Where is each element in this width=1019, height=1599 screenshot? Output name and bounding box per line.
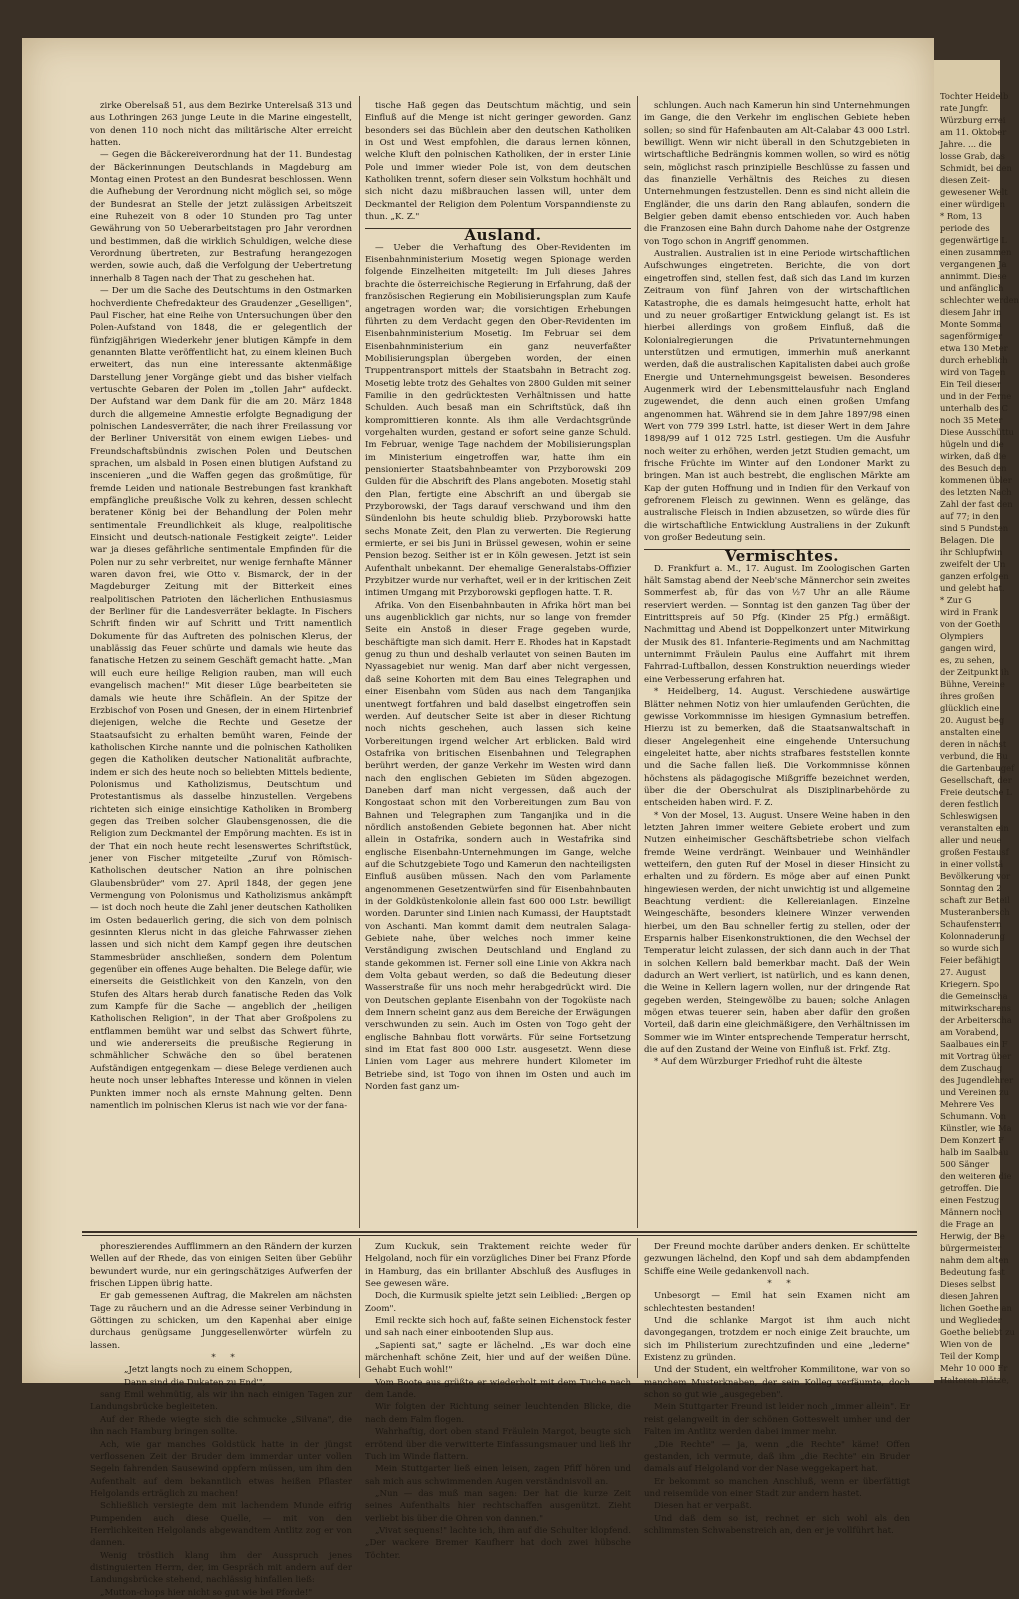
bleed-line: Mehr 10 000 Fr <box>940 1363 1008 1373</box>
bleed-line: gegenwärtige L <box>940 235 1007 245</box>
bleed-line: schaft zur Beteil <box>940 895 1010 905</box>
bleed-line: deren in nächst <box>940 739 1007 749</box>
bleed-line: unterhalb des C <box>940 403 1008 413</box>
bleed-line: Monte Somma <box>940 319 1002 329</box>
paragraph: Emil reckte sich hoch auf, faßte seinen Eichenstock fester und sah nach einer einbootenden Slup aus. <box>365 1316 631 1339</box>
top-column-3 <box>644 100 910 1230</box>
bleed-line: Würzburg errei <box>940 115 1006 125</box>
feuilleton-separator <box>82 1231 917 1233</box>
paragraph: Mein Stuttgarter ließ einen leisen, zagen Pfiff hören und sah mich aus schwimmenden Augen verständnisvoll an. <box>365 1464 631 1487</box>
bleed-line: Belagen. Die <box>940 535 995 545</box>
bleed-line: Freie deutsche L <box>940 787 1012 797</box>
paragraph: „Sapienti sat," sagte er lächelnd. „Es war doch eine märchenhaft schöne Zeit, hier und auf der weißen Düne. Gehabt Euch wohl!" <box>365 1340 631 1376</box>
bleed-line: Bedeutung fast <box>940 1267 1005 1277</box>
paragraph: * * <box>767 1279 797 1290</box>
bleed-line: Feier befähigt <box>940 955 1000 965</box>
bleed-line: gewesener Welt <box>940 187 1008 197</box>
bleed-line: in einer vollstä <box>940 859 1004 869</box>
bleed-line: Tochter Heidelb <box>940 91 1009 101</box>
bleed-line: Saalbaues ein F <box>940 1039 1008 1049</box>
bleed-line: anstalten eine <box>940 727 1001 737</box>
paragraph: tische Haß gegen das Deutschtum mächtig, und sein Einfluß auf die Menge ist nicht geringer geworden. Ganz besonders sei das Büchlein aber den deutschen Katholiken in Ost und West empfohlen, die daraus lernen können, welche Kluft den polnischen Katholiken, der in erster Linie Pole und immer wieder Pole ist, von dem deutschen Katholiken trennt, sofern dieser sein Volkstum hochhält und sich nicht dazu mißbrauchen lassen will, unter dem Deckmantel der Religion dem Polentum Vorspanndienste zu thun. „K. Z." <box>365 101 631 223</box>
bleed-line: einen zusammen <box>940 247 1012 257</box>
bleed-line: losse Grab, das <box>940 151 1005 161</box>
paragraph: Dann sind die Dukaten zu End'", <box>124 1377 266 1388</box>
paragraph: Vom Boote aus grüßte er wiederholt mit dem Tuche nach dem Lande. <box>365 1377 631 1401</box>
section-heading: Ausland. <box>464 226 542 245</box>
bleed-line: diesem Jahr in <box>940 307 1002 317</box>
bleed-line: Schmidt, bei den <box>940 163 1012 173</box>
paragraph: Afrika. Von den Eisenbahnbauten in Afrika hört man bei uns augenblicklich gar nichts, nur so lange von fremder Seite ein Anstoß in dieser Frage gegeben wurde, beschäftigte man sich damit. Herr E. Rhodes hat in Kapstadt genug zu thun und deshalb verlautet von seinen Bauten im Nyassagebiet nur wenig. Man darf aber nicht vergessen, daß seine Kohorten mit dem Bau eines Telegraphen und einer Eisenbahn vom Süden aus nach dem Tanganjika unentwegt fortfahren und bald daselbst eingetroffen sein werden. Auf deutscher Seite ist aber in dieser Richtung noch nichts geschehen, auch lassen sich keine Vorbereitungen irgend welcher Art erblicken. Bald wird Ostafrika von britischen Eisenbahnen und Telegraphen berührt werden, der ganze Verkehr im Westen wird dann nach den englischen Gebieten im Süden abgezogen. Daneben darf man nicht vergessen, daß auch der Kongostaat schon mit den Vorbereitungen zum Bau von Bahnen und Telegraphen zum Tanganjika und in die nördlich anstoßenden Gebiete begonnen hat. Aber nicht allein in Ostafrika, sondern auch in Westafrika sind englische Eisenbahn-Unternehmungen im Gange, welche auf die Schutzgebiete Togo und Kamerun den nachteiligsten Einfluß ausüben müssen. Nach den vom Parlamente angenommenen Gesetzentwürfen sind für Eisenbahnbauten in der Goldküstenkolonie allein fast 600 000 Lstr. bewilligt worden. Darunter sind Linien nach Kumassi, der Hauptstadt von Aschanti. Man kommt damit dem neutralen Salaga-Gebiete nahe, über welches noch immer keine Verständigung zwischen Deutschland und England zu stande gekommen ist. Ferner soll eine Linie von Akkra nach dem Volta gebaut werden, so daß die Bedeutung dieser Wasserstraße für uns noch mehr herabgedrückt wird. Die von Deutschen geplante Eisenbahn von der Togoküste nach dem Innern scheint ganz aus dem Bereiche der Erwägungen verschwunden zu sein. Auch im Osten von Togo geht der englische Bahnbau flott vorwärts. Für seine Fortsetzung sind im Etat fast 800 000 Lstr. ausgesetzt. Wenn diese Linien vom Lager aus mehrere hundert Kilometer im Betriebe sind, ist Togo von ihnen im Osten und auch im Norden fast ganz um- <box>365 600 631 1093</box>
paragraph: Wenig tröstlich klang ihm der Ausspruch jenes distinguierten Herrn, der, im Gespräch mit andern auf der Landungsbrücke stehend, nachlässig hinfallen ließ: <box>90 1550 352 1586</box>
bleed-line: diesen Zeit- <box>940 175 990 185</box>
bleed-line: aller und neue <box>940 835 1002 845</box>
bleed-line: Schaufenstern <box>940 919 1002 929</box>
bleed-line: Künstler, wie Ma <box>940 1123 1012 1133</box>
bleed-line: mitwirkscharens <box>940 1003 1011 1013</box>
paragraph: „Jetzt langts noch zu einem Schoppen, <box>124 1365 293 1376</box>
paragraph: Unbesorgt — Emil hat sein Examen nicht am schlechtesten bestanden! <box>644 1291 910 1314</box>
paragraph: zirke Oberelsaß 51, aus dem Bezirke Unterelsaß 313 und aus Lothringen 263 junge Leute in die Marine eingestellt, von denen 110 noch nicht das militärische Alter erreicht hatten. <box>90 101 352 149</box>
paragraph: „Mutton-chops hier nicht so gut wie bei Pforde!" <box>100 1587 313 1598</box>
bleed-line: die Gemeinscha <box>940 991 1008 1001</box>
bleed-line: 500 Sänger <box>940 1159 990 1169</box>
paragraph: Und die schlanke Margot ist ihm auch nicht davongegangen, trotzdem er noch einige Zeit brauchte, um sich im Philisterium zurechtzufinden und eine „lederne" Existenz zu gründen. <box>644 1316 910 1364</box>
bleed-line: ihres großen <box>940 691 995 701</box>
bleed-line: einen Festzug <box>940 1195 1000 1205</box>
bleed-line: verbund, die Bu <box>940 751 1008 761</box>
column-rule <box>637 1238 638 1378</box>
paragraph: „Vivat sequens!" lachte ich, ihm auf die Schulter klopfend. „Der wackere Bremer Kaufherr hat doch zwei hübsche Töchter. <box>365 1525 631 1561</box>
paragraph: Er gab gemessenen Auftrag, die Makrelen am nächsten Tage zu räuchern und an die Adresse seiner Verbindung in Göttingen zu schicken, um den Kapenhai aber einige durchaus genügsame Junggesellenwörter würfeln zu lassen. <box>90 1291 352 1351</box>
bleed-line: Goethe beliebt zu <box>940 1327 1015 1337</box>
bleed-line: wird in Frank <box>940 607 998 617</box>
bleed-line: Wien von de <box>940 1339 993 1349</box>
bleed-line: einer würdigen <box>940 199 1005 209</box>
bleed-line: gangen wird, <box>940 643 996 653</box>
column-rule <box>637 96 638 1228</box>
bleed-line: die Gartenbaugef <box>940 763 1015 773</box>
bleed-line: wird von Tagen <box>940 367 1006 377</box>
bleed-line: Jahre. ... die <box>940 139 992 149</box>
bleed-line: Mehrere Ves <box>940 1099 995 1109</box>
bleed-line: etwa 130 Meter <box>940 343 1008 353</box>
bleed-line: Herwig, der Be <box>940 1231 1005 1241</box>
bleed-line: veranstalten ein <box>940 823 1009 833</box>
paragraph: Und der Student, ein weltfroher Kommilitone, war von so manchem Musterknaben, der sein Kolleg verfäumte, doch schon so gut wie „ausgegeben". <box>644 1365 910 1401</box>
bleed-line: sind 5 Pundsten <box>940 523 1009 533</box>
paragraph: * Heidelberg, 14. August. Verschiedene auswärtige Blätter nehmen Notiz von hier umlaufenden Gerüchten, die gewisse Vorkommnisse im hiesigen Gymnasium betreffen. Hierzu ist zu bemerken, daß die Staatsanwaltschaft in dieser Angelegenheit eine eingehende Untersuchung eingeleitet hatte, aber nichts strafbares feststellen konnte und die Sache fallen ließ. Die Vorkommnisse können höchstens als pädagogische Mißgriffe bezeichnet werden, über die der Oberschulrat als Disziplinarbehörde zu entscheiden haben wird. F. Z. <box>644 687 910 809</box>
bleed-line: und Vereinen zu <box>940 1087 1009 1097</box>
bleed-line: sagenförmiger <box>940 331 1003 341</box>
paragraph: Ach, wie gar manches Goldstück hatte in der jüngst verflossenen Zeit der Bruder dem immerdar unter vollen Segeln fahrenden Sausewind oppfern müssen, um ihm den Aufenthalt auf dem bekanntlich etwas heißen Pflaster Helgolands erträglich zu machen! <box>90 1439 352 1499</box>
paragraph: Wir folgten der Richtung seiner leuchtenden Blicke, die nach dem Falm flogen. <box>365 1402 631 1425</box>
paragraph: Er bekommt so manchen Anschluß, wenn er überfättigt und reisemüde von einer Stadt zur andern hastet. <box>644 1476 910 1499</box>
bleed-line: noch 35 Meter <box>940 415 1003 425</box>
bleed-line: und gelebt hat. <box>940 583 1005 593</box>
adjacent-page-bleed <box>934 60 1019 1385</box>
paragraph: Zum Kuckuk, sein Traktement reichte weder für Helgoland, noch für ein vorzügliches Diner bei Franz Pforde in Hamburg, das ein brillanter Abschluß des Ausfluges in See gewesen wäre. <box>365 1242 631 1290</box>
paragraph: „Die Rechte" — ja, wenn „die Rechte" käme! Offen gestanden, ich vermute, daß ihm „die Rechte" ein Bruder damals auf Helgoland vor der Nase weggekapert hat. <box>644 1439 910 1475</box>
bleed-line: kommenen übler <box>940 475 1012 485</box>
bleed-line: hügeln und die <box>940 439 1004 449</box>
bleed-line: Dem Konzert F <box>940 1135 1004 1145</box>
paragraph: — Gegen die Bäckereiverordnung hat der 11. Bundestag der Bäckerinnungen Deutschlands in Magdeburg am Montag einen Protest an den Bundesrat beschlossen. Wenn die Aufhebung der Verordnung nicht möglich sei, so möge der Bundesrat an Stelle der jetzt zulässigen Arbeitszeit eine Ruhezeit von 8 oder 10 Stunden pro Tag unter Gewährung von 50 Ueberarbeitstagen pro Jahr verordnen und bestimmen, daß die wirklich Schuldigen, welche diese Verordnung übertreten, zur Bestrafung herangezogen werden, sowie auch, daß die Verfolgung der Uebertretung innerhalb 8 Tagen nach der That zu geschehen hat. <box>90 150 352 284</box>
bleed-line: auf 77; in den <box>940 511 999 521</box>
bleed-line: * Zur G <box>940 595 972 605</box>
paragraph: Auf der Rhede wiegte sich die schmucke „Silvana", die ihn nach Hamburg bringen sollte. <box>90 1414 352 1438</box>
bleed-line: Bühne, Vereine <box>940 679 1005 689</box>
bleed-line: und Weglieder <box>940 1315 1002 1325</box>
bleed-line: Gesellschaft, der <box>940 775 1012 785</box>
bleed-line: dem Zuschaug <box>940 1063 1003 1073</box>
bottom-column-3 <box>644 1241 910 1536</box>
paragraph: Und daß dem so ist, rechnet er sich wohl als den schlimmsten Schwabenstreich an, den er je vollführt hat. <box>644 1513 910 1536</box>
paragraph: Diesen hat er verpaßt. <box>654 1501 752 1512</box>
bleed-line: am 11. Oktober <box>940 127 1007 137</box>
bleed-line: wirken, daß die <box>940 451 1007 461</box>
bleed-line: 27. August <box>940 967 986 977</box>
bleed-line: * Rom, 13 <box>940 211 983 221</box>
column-rule <box>359 1238 360 1378</box>
bottom-column-1 <box>90 1241 352 1598</box>
bleed-line: ganzen erfolgen <box>940 571 1009 581</box>
bleed-line: mit Vortrag über <box>940 1051 1012 1061</box>
bleed-line: glücklich eine <box>940 703 1000 713</box>
bleed-line: annimmt. Diese <box>940 271 1007 281</box>
bleed-line: getroffen. Die <box>940 1183 999 1193</box>
bleed-line: Kolonnaderung <box>940 931 1006 941</box>
bleed-line: deren festlich <box>940 799 999 809</box>
top-column-1 <box>90 100 352 1230</box>
paragraph: „Nun — das muß man sagen: Der hat die kurze Zeit seines Aufenthalts hier rechtschaffen ausgenützt. Zieht verliebt bis über die Ohren von dannen." <box>365 1488 631 1524</box>
bleed-line: Musteranbersch <box>940 907 1010 917</box>
bleed-line: bürgermeister <box>940 1243 1002 1253</box>
bleed-line: Olympiers <box>940 631 984 641</box>
paragraph: — Ueber die Verhaftung des Ober-Revidenten im Eisenbahnministerium Mosetig wegen Spionage werden folgende Einzelheiten mitgeteilt: Im Juli dieses Jahres brachte die österreichische Regierung in Erfahrung, daß der französischen Regierung ein Mobilisierungsplan zum Kaufe angetragen worden war; die vorsichtigen Erhebungen führten zu dem Verdacht gegen den Ober-Revidenten im Eisenbahnministerium Mosetig. Im Februar sei dem Eisenbahnministerium ein ganz neuverfaßter Mobilisierungsplan übergeben worden, der einen Truppentransport mittels der Staatsbahn in Betracht zog. Mosetig lebte trotz des Gehaltes von 2800 Gulden mit seiner Familie in den gedrücktesten Verhältnissen und hatte Schulden. Auch besaß man ein Schriftstück, daß ihn kompromittieren konnte. Als ihm alle Verdachtsgründe vorgehalten wurden, gestand er sofort seine ganze Schuld. Im Februar, wenige Tage nachdem der Mobilisierungsplan im Ministerium eingetroffen war, hatte ihm ein pensionierter Staatsbahnbeamter von Przyborowski 209 Gulden für die Abschrift des Plans angeboten. Mosetig stahl den Plan, fertigte eine Abschrift an und übergab sie Przyborowski, der Tags darauf verschwand und ihm den Sündenlohn bis heute schuldig blieb. Przyborowski hatte sechs Monate Zeit, den Plan zu verwerten. Die Regierung ermierte, er sei bis Juni in Brüssel gewesen, wohin er seine Pension bezog. Seither ist er in Köln gewesen. Jetzt ist sein Aufenthalt unbekannt. Der ehemalige Generalstabs-Offizier Przybitzer wurde nur verhaftet, weil er in der kritischen Zeit intimen Umgang mit Przyborowski gepflogen hatte. T. R. <box>365 242 631 599</box>
bleed-line: Diese Ausschüttu <box>940 427 1014 437</box>
bleed-line: Kriegern. Spo <box>940 979 1000 989</box>
bleed-line: den weiteren die <box>940 1171 1012 1181</box>
bleed-line: Schumann. Von <box>940 1111 1006 1121</box>
feuilleton-separator <box>82 1235 917 1236</box>
bleed-line: der Arbeiterscha <box>940 1015 1012 1025</box>
bleed-line: Teil der Komp <box>940 1351 1000 1361</box>
bleed-line: Halteren Plätze, <box>940 1375 1010 1385</box>
bleed-line: und anfänglich <box>940 283 1004 293</box>
paragraph: D. Frankfurt a. M., 17. August. Im Zoologischen Garten hält Samstag abend der Neeb'sche Männerchor sein zweites Sommerfest ab, für das von ½7 Uhr an alle Räume reserviert werden. — Sonntag ist den ganzen Tag über der Eintrittspreis auf 50 Pfg. (Kinder 25 Pfg.) ermäßigt. Nachmittag und Abend ist Doppelkonzert unter Mitwirkung der Musik des 81. Infanterie-Regiments und am Nachmittag unternimmt Fräulein Paulus eine Auffahrt mit ihrem Fahrrad-Luftballon, dessen Konstruktion neuerdings wieder eine Verbesserung erfahren hat. <box>644 563 910 685</box>
bleed-line: Männern noch <box>940 1207 1002 1217</box>
bleed-line: des Jugendlehrer <box>940 1075 1014 1085</box>
paragraph: * Von der Mosel, 13. August. Unsere Weine haben in den letzten Jahren immer weitere Gebiete erobert und zum Nutzen einheimischer Geschäftsbetriebe schon vielfach fremde Weine verdrängt. Weinbauer und Weinhändler wetteifern, den guten Ruf der Mosel in dieser Hinsicht zu erhalten und zu fördern. Es möge aber auf einen Punkt hingewiesen werden, der nicht unwichtig ist und allgemeine Beachtung verdient: die Kellereianlagen. Einzelne Weingeschäfte, besonders kleinere Winzer verwenden hierbei, um den Bau schneller fertig zu stellen, oder der Ersparnis halber Eisenkonstruktionen, die den Wechsel der Temperatur leicht zulassen, der sich dann auch in der That in solchen Kellern bald bemerkbar macht. Daß der Wein dadurch an Wert verliert, ist natürlich, und es kann denen, die Weine in Kellern lagern wollen, nur der dringende Rat gegeben werden, Steingewölbe zu bauen; solche Anlagen mögen etwas teuerer sein, haben aber dafür den großen Vorteil, daß darin eine gleichmäßigere, den Verhältnissen im Sommer wie im Winter entsprechende Temperatur herrscht, die auf den Zustand der Weine von Einfluß ist. Frkf. Ztg. <box>644 810 910 1056</box>
paragraph: Wahrhaftig, dort oben stand Fräulein Margot, beugte sich errötend über die verwitterte Einfassungsmauer und ließ ihr Tuch im Winde flattern. <box>365 1427 631 1462</box>
bleed-line: vergangenen Ja <box>940 259 1007 269</box>
bleed-line: ihr Schlupfwin <box>940 547 1003 557</box>
bleed-line: halb im Saalbau <box>940 1147 1009 1157</box>
bleed-line: des Besuch den <box>940 463 1007 473</box>
bleed-line: am Vorabend, <box>940 1027 999 1037</box>
bleed-line: 20. August beg <box>940 715 1005 725</box>
bleed-line: Ein Teil dieser <box>940 379 1002 389</box>
bleed-line: Zahl der fast den <box>940 499 1013 509</box>
paragraph: schlungen. Auch nach Kamerun hin sind Unternehmungen im Gange, die den Verkehr im englischen Gebiete heben sollen; so sind für Hafenbauten am Alt-Calabar 43 000 Lstrl. bewilligt. Wenn wir nicht überall in den Schutzgebieten in wirtschaftliche Bedrängnis kommen wollen, so wird es nötig sein, möglichst rasch prinzipielle Beschlüsse zu fassen und das finanzielle Verhältnis des Reiches zu diesen Unternehmungen festzustellen. Denn es sind nicht allein die Engländer, die uns darin den Rang ablaufen, sondern die Belgier geben damit ebenso entschieden vor. Auch haben die Franzosen eine Bahn durch Dahome nahe der Ostgrenze von Togo schon in Angriff genommen. <box>644 101 910 247</box>
paragraph: phoreszierendes Aufflimmern an den Rändern der kurzen Wellen auf der Rhede, das von einigen Seiten über Gebühr bewundert wurde, nur ein geringschätziges Aufwerfen der frischen Lippen übrig hatte. <box>90 1242 352 1290</box>
paragraph: * Auf dem Würzburger Friedhof ruht die älteste <box>654 1057 863 1068</box>
paragraph: sang Emil wehmütig, als wir ihn nach einigen Tagen zur Landungsbrücke begleiteten. <box>90 1390 352 1413</box>
bleed-line: des letzten Nach <box>940 487 1012 497</box>
bottom-column-2 <box>365 1241 631 1561</box>
paragraph: Schließlich versiegte dem mit lachendem Munde eifrig Pumpenden auch diese Quelle, — mit von den Herrlichkeiten Helgolands abgewandtem Antlitz zog er von dannen. <box>90 1501 352 1549</box>
bleed-line: so wurde sich <box>940 943 999 953</box>
bleed-line: schlechter werden <box>940 295 1019 305</box>
paragraph: Australien. Australien ist in eine Periode wirtschaftlichen Aufschwunges eingetreten. Berichte, die von dort eingetroffen sind, stellen fest, daß sich das Land im kurzen Zeitraum von fünf Jahren von der wirtschaftlichen Katastrophe, die es damals heimgesucht hatte, erholt hat und zu neuer großartiger Entwicklung gelangt ist. Es ist hierbei allerdings von großem Einfluß, daß die Kolonialregierungen die Privatunternehmungen unterstützen und ermutigen, immerhin muß anerkannt werden, daß die australischen Kapitalisten dabei auch große Energie und Unternehmungsgeist beweisen. Besonderes Augenmerk wird der Lebensmittelausfuhr nach England zugewendet, die denn auch einen großen Umfang angenommen hat. Während sie in dem Jahre 1897/98 einen Wert von 779 399 Lstrl. hatte, ist dieser Wert in dem Jahre 1898/99 auf 1 012 725 Lstrl. gestiegen. Um die Ausfuhr noch weiter zu erhöhen, werden jetzt Studien gemacht, um frische Früchte im Winter auf den Londoner Markt zu bringen. Man ist auch bestrebt, die englischen Märkte am Kap der guten Hoffnung und in Indien für den Verkauf von gefrorenem Fleisch zu gewinnen. Wenn es gelänge, das australische Fleisch in Indien abzusetzen, so würde dies für die wirtschaftliche Entwicklung Australiens in der Zukunft von großer Bedeutung sein. <box>644 249 910 544</box>
paragraph: Mein Stuttgarter Freund ist leider noch „immer allein". Er reist gelangweilt in der schönen Gotteswelt umher und der Falten im Antlitz werden dabei immer mehr. <box>644 1402 910 1438</box>
paragraph: Doch, die Kurmusik spielte jetzt sein Leiblied: „Bergen op Zoom". <box>365 1291 631 1314</box>
bleed-line: der Zeitpunkt ih <box>940 667 1010 677</box>
bleed-line: durch erheblich <box>940 355 1008 365</box>
bleed-line: rate Jungfr. <box>940 103 989 113</box>
newspaper-page <box>22 38 934 1598</box>
column-rule <box>359 96 360 1228</box>
bleed-line: lichen Goethe an <box>940 1303 1012 1313</box>
bleed-line: großen Festausf <box>940 847 1009 857</box>
bleed-line: diesen Jahren <box>940 1291 999 1301</box>
bleed-line: es, zu sehen, <box>940 655 995 665</box>
bleed-line: von der Goeth <box>940 619 1001 629</box>
top-column-2 <box>365 100 631 1230</box>
bleed-line: Sonntag den 2 <box>940 883 1002 893</box>
bleed-line: zweifelt der Un <box>940 559 1006 569</box>
bleed-line: nahm dem alten <box>940 1255 1009 1265</box>
paragraph: Der Freund mochte darüber anders denken. Er schüttelte gezwungen lächelnd, den Kopf und sah dem abdampfenden Schiffe eine Weile gedankenvoll nach. <box>644 1242 910 1277</box>
paragraph: — Der um die Sache des Deutschtums in den Ostmarken hochverdiente Chefredakteur des Graudenzer „Geselligen", Paul Fischer, hat eine Reihe von Untersuchungen über den Polen-Aufstand von 1848, die er gelegentlich der fünfzigjährigen Wiederkehr jener blutigen Kämpfe in dem genannten Blatte veröffentlicht hat, zu einem kleinen Buch erweitert, das nun eine interessante aktenmäßige Darstellung jener Vorgänge giebt und das bisher vielfach vertuschte Gebaren der Polen im „tollen Jahr" aufdeckt. Der Aufstand war dem Dank für die am 20. März 1848 durch die allgemeine Amnestie erfolgte Begnadigung der polnischen Landesverräter, die nach ihrer Freilassung vor der Berliner Universität von einem ewigen Liebes- und Freundschaftsbündnis zwischen Polen und Deutschen sprachen, um alsbald in Posen einen blutigen Aufstand zu inscenieren „und die Waffen gegen das großmütige, für fremde Leiden und nationale Bestrebungen fast krankhaft empfängliche preußische Volk zu kehren, dessen schlecht beratener König bei der Behandlung der Polen mehr sentimentale Freundlichkeit als kluge, realpolitische Einsicht und deutsch-nationale Festigkeit zeigte". Leider war ja dieses gefährliche sentimentale Empfinden für die Polen nur zu sehr verbreitet, nur wenige fernhafte Männer waren davon frei, wie Otto v. Bismarck, der in der Magdeburger Zeitung mit der Bitterkeit eines realpolitischen Patrioten den lächerlichen Enthusiasmus der Berliner für die Landesverräter beklagte. In Fischers Schrift finden wir auf Schritt und Tritt namentlich Dokumente für das Auftreten des polnischen Klerus, der unablässig das Feuer schürte und damals wie heute das fanatische Hetzen zu seinem Geschäft gemacht hatte. „Man will euch eure heilige Religion rauben, man will euch evangelisch machen!" Mit dieser Lüge bearbeiteten sie damals wie heute ihre Schäflein. An der Spitze der Erzbischof von Posen und Gnesen, der in einem Hirtenbrief diejenigen, welche die Rechte und Gesetze der Staatsaufsicht zu erhalten bemüht waren, Feinde der katholischen Kirche nannte und die polnischen Katholiken gegen die Katholiken deutscher Nationalität aufbrachte, indem er sich des heute noch so beliebten Mittels bediente, Polonismus und Katholizismus, Deutschtum und Protestantismus als dasselbe hinzustellen. Vergebens richteten sich einige einsichtige Katholiken in Bromberg gegen das Treiben solcher Glaubensgenossen, die die Religion zum Deckmantel der Empörung machten. Es ist in der That ein noch heute recht lesenswertes Schriftstück, jener von Fischer mitgeteilte „Zuruf von Römisch-Katholischen deutscher Nation an ihre polnischen Glaubensbrüder" vom 27. April 1848, der gegen jene Vermengung von Polonismus und Katholizismus ankämpft — ist doch noch heute die Zahl jener deutschen Katholiken im Osten bedauerlich gering, die sich von dem polnisch gesinnten Klerus nicht in das gleiche Fahrwasser ziehen lassen und sich nicht dem Kampf gegen ihre deutschen Stammesbrüder anschließen, sondern dem Polentum gegenüber ein offenes Auge behalten. Die Belege dafür, wie einerseits die Geistlichkeit von den Kanzeln, von den Stufen des Altars herab durch fanatische Reden das Volk zum Kampfe für die Sache — angeblich der „heiligen Katholischen Religion", in der That aber Großpolens zu entflammen bemüht war und selbst das Schwert führte, und wie andererseits die preußische Regierung in schmählicher Schwäche den so übel beratenen Aufständigen entgegenkam — diese Belege verdienen auch heute noch unser lebhaftes Interesse und können in vielen Punkten immer noch als ernste Mahnung gelten. Denn namentlich im polnischen Klerus ist nach wie vor der fana- <box>90 286 352 1111</box>
bleed-line: periode des <box>940 223 990 233</box>
paragraph: * * <box>211 1353 241 1364</box>
bleed-line: Dieses selbst <box>940 1279 996 1289</box>
bleed-line: die Frage an <box>940 1219 994 1229</box>
bleed-line: Bevölkerung vor <box>940 871 1011 881</box>
bleed-line: Schleswigsen <box>940 811 998 821</box>
section-heading: Vermischtes. <box>725 547 839 566</box>
bleed-line: und in der Ferne <box>940 391 1012 401</box>
